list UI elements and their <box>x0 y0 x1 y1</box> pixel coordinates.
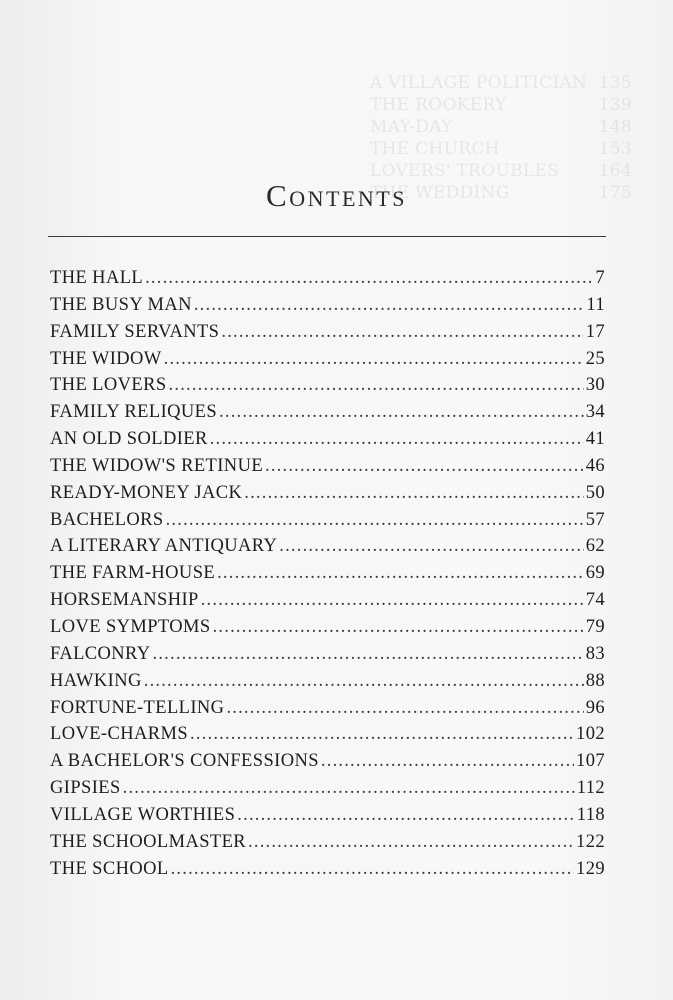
toc-page-number: 17 <box>585 321 605 342</box>
dot-leader <box>221 322 583 343</box>
toc-page-number: 83 <box>585 643 605 664</box>
toc-page-number: 11 <box>586 294 605 315</box>
toc-entry-title: HORSEMANSHIP <box>50 590 199 611</box>
dot-leader <box>171 859 574 880</box>
dot-leader <box>217 563 584 584</box>
toc-entry <box>50 375 605 402</box>
dot-leader <box>164 349 584 370</box>
toc-entry <box>50 859 605 886</box>
toc-entry <box>50 295 605 322</box>
dot-leader <box>219 402 584 423</box>
toc-entry-title: THE SCHOOL <box>50 858 169 879</box>
title-divider <box>48 236 606 237</box>
toc-entry <box>50 268 605 295</box>
toc-entry <box>50 536 605 563</box>
ghost-line: LOVERS' TROUBLES 164 <box>370 161 632 181</box>
toc-entry-title: FAMILY RELIQUES <box>50 402 218 423</box>
dot-leader <box>145 268 593 289</box>
page-title: Contents <box>266 178 407 213</box>
toc-entry <box>50 832 605 859</box>
dot-leader <box>210 429 584 450</box>
toc-entry-title: THE HALL <box>50 268 144 288</box>
toc-page-number: 34 <box>585 402 605 423</box>
toc-page-number: 46 <box>585 455 605 476</box>
toc-page-number: 122 <box>576 831 605 852</box>
dot-leader <box>321 751 574 772</box>
toc-entry-title: A BACHELOR'S CONFESSIONS <box>50 751 319 772</box>
toc-entry-title: LOVE-CHARMS <box>50 724 189 745</box>
toc-entry-title: THE LOVERS <box>50 375 167 396</box>
toc-entry <box>50 617 605 644</box>
toc-entry-title: AN OLD SOLDIER <box>50 429 208 450</box>
toc-page-number: 50 <box>585 482 605 503</box>
toc-entry-title: FALCONRY <box>50 643 151 664</box>
dot-leader <box>226 698 583 719</box>
toc-entry <box>50 698 605 725</box>
toc-entry-title: THE WIDOW <box>50 348 162 369</box>
ghost-line: MAY-DAY 148 <box>370 117 632 137</box>
toc-entry-title: FORTUNE-TELLING <box>50 697 225 718</box>
dot-leader <box>244 483 583 504</box>
ghost-line: THE ROOKERY 139 <box>370 95 632 115</box>
toc-page-number: 30 <box>585 375 605 396</box>
dot-leader <box>237 805 574 826</box>
table-of-contents <box>50 268 605 885</box>
dot-leader <box>190 724 574 745</box>
toc-entry-title: BACHELORS <box>50 509 164 530</box>
toc-page-number: 57 <box>585 509 605 530</box>
dot-leader <box>248 832 574 853</box>
toc-page-number: 79 <box>585 616 605 637</box>
dot-leader <box>166 510 584 531</box>
dot-leader <box>144 671 584 692</box>
toc-page-number: 96 <box>585 697 605 718</box>
toc-entry-title: GIPSIES <box>50 778 121 799</box>
toc-page-number: 107 <box>576 751 605 772</box>
toc-entry-title: THE WIDOW'S RETINUE <box>50 455 264 476</box>
toc-entry <box>50 805 605 832</box>
toc-entry-title: THE BUSY MAN <box>50 294 192 315</box>
toc-page-number: 69 <box>585 563 605 584</box>
toc-entry <box>50 483 605 510</box>
toc-entry <box>50 510 605 537</box>
toc-entry <box>50 751 605 778</box>
dot-leader <box>201 590 584 611</box>
toc-entry <box>50 563 605 590</box>
toc-entry-title: FAMILY SERVANTS <box>50 321 220 342</box>
toc-entry-title: READY-MONEY JACK <box>50 482 243 503</box>
toc-entry-title: VILLAGE WORTHIES <box>50 804 236 825</box>
toc-entry <box>50 456 605 483</box>
toc-entry-title: A LITERARY ANTIQUARY <box>50 536 278 557</box>
dot-leader <box>123 778 575 799</box>
dot-leader <box>213 617 584 638</box>
toc-page-number: 102 <box>576 724 605 745</box>
toc-page-number: 74 <box>585 590 605 611</box>
toc-entry-title: LOVE SYMPTOMS <box>50 616 211 637</box>
toc-entry-title: THE SCHOOLMASTER <box>50 831 247 852</box>
dot-leader <box>194 295 585 316</box>
ghost-line: THE WEDDING 175 <box>370 183 632 203</box>
toc-page-number: 7 <box>595 268 605 288</box>
toc-entry <box>50 402 605 429</box>
toc-page-number: 112 <box>576 778 605 799</box>
toc-page-number: 62 <box>585 536 605 557</box>
toc-entry-title: THE FARM-HOUSE <box>50 563 216 584</box>
ghost-line: A VILLAGE POLITICIAN 135 <box>370 73 632 93</box>
toc-page-number: 129 <box>576 858 605 879</box>
toc-page-number: 118 <box>576 804 605 825</box>
dot-leader <box>169 375 584 396</box>
toc-entry-title: HAWKING <box>50 670 142 691</box>
toc-page-number: 88 <box>585 670 605 691</box>
toc-entry <box>50 590 605 617</box>
toc-entry <box>50 322 605 349</box>
toc-entry <box>50 671 605 698</box>
toc-entry <box>50 429 605 456</box>
toc-entry <box>50 349 605 376</box>
toc-page-number: 25 <box>585 348 605 369</box>
dot-leader <box>265 456 584 477</box>
dot-leader <box>279 536 583 557</box>
toc-entry <box>50 724 605 751</box>
dot-leader <box>153 644 584 665</box>
toc-entry <box>50 778 605 805</box>
toc-entry <box>50 644 605 671</box>
toc-page-number: 41 <box>585 429 605 450</box>
ghost-line: THE CHURCH 153 <box>370 139 632 159</box>
